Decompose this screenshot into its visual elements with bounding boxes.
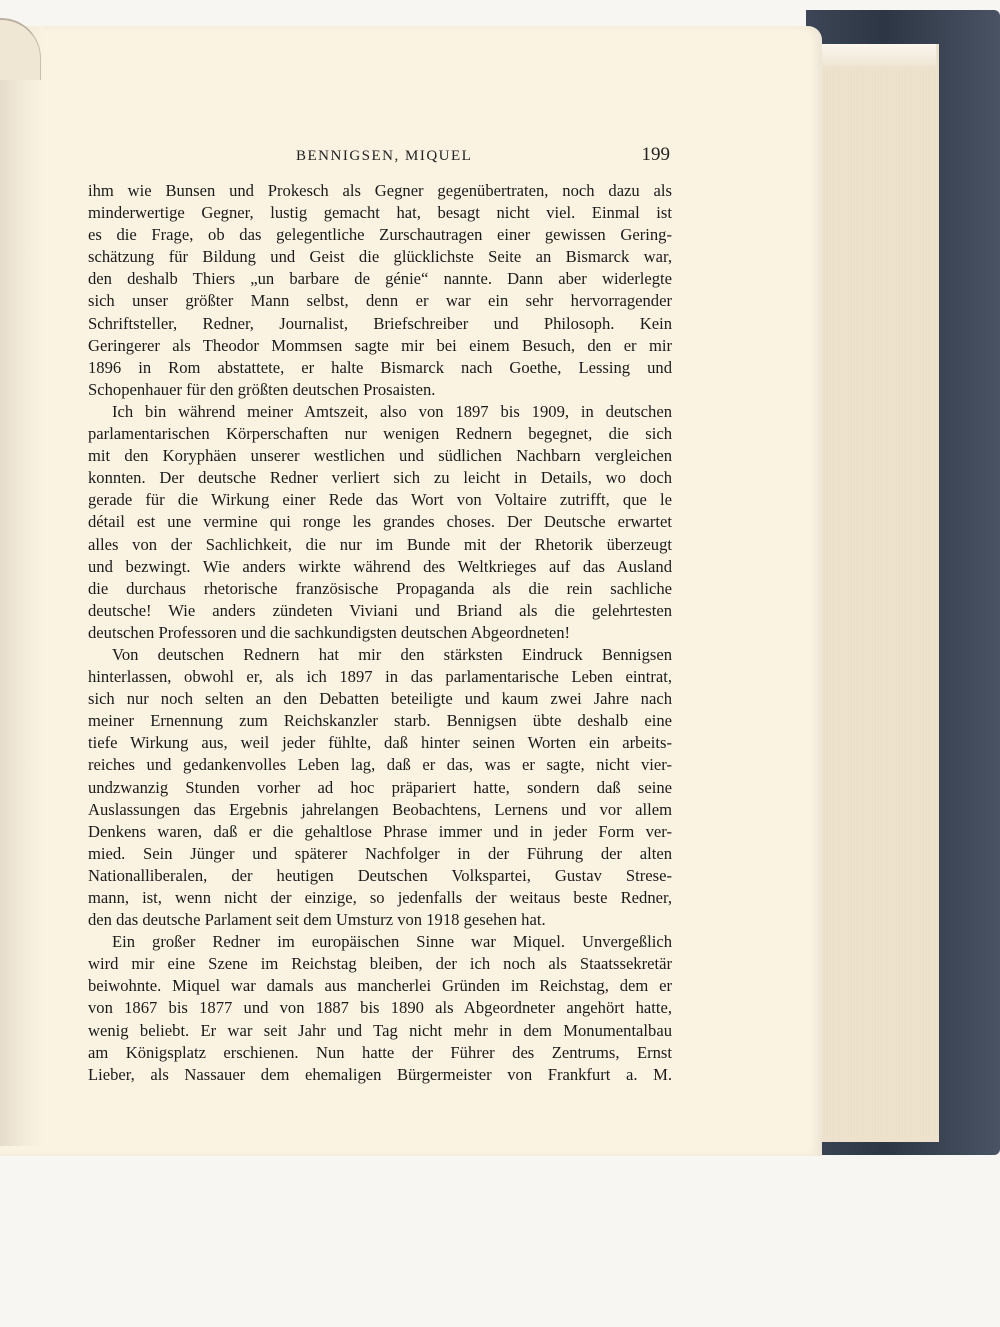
- text-line: 1896 in Rom abstattete, er halte Bismarck nach Goethe, Lessing und: [88, 357, 672, 377]
- text-line: mied. Sein Jünger und späterer Nachfolger in der Führung der alten: [88, 843, 672, 863]
- text-line: parlamentarischen Körperschaften nur wenigen Rednern begegnet, die sich: [88, 424, 672, 444]
- text-line: den deshalb Thiers „un barbare de génie“ nannte. Dann aber widerlegte: [88, 269, 672, 289]
- text-line: deutsche! Wie anders zündeten Viviani und Briand als die gelehrtesten: [88, 600, 672, 620]
- text-line: Lieber, als Nassauer dem ehemaligen Bürgermeister von Frankfurt a. M.: [88, 1064, 672, 1084]
- body-text: [88, 180, 672, 1086]
- text-line: wenig beliebt. Er war seit Jahr und Tag nicht mehr in dem Monumentalbau: [88, 1020, 672, 1040]
- page-edges-top: [808, 44, 936, 66]
- text-line: mann, ist, wenn nicht der einzige, so jedenfalls der weitaus beste Redner,: [88, 888, 672, 907]
- text-line: undzwanzig Stunden vorher ad hoc präpariert hatte, sondern daß seine: [88, 777, 672, 797]
- text-line: meiner Ernennung zum Reichskanzler starb. Bennigsen übte deshalb eine: [88, 711, 672, 731]
- text-line: ihm wie Bunsen und Prokesch als Gegner gegenübertraten, noch dazu als: [88, 181, 672, 200]
- text-line: sich nur noch selten an den Debatten beteiligte und kaum zwei Jahre nach: [88, 689, 672, 709]
- text-line: tiefe Wirkung aus, weil jeder fühlte, daß hinter seinen Worten ein arbeits-: [88, 733, 672, 753]
- running-header: [88, 146, 672, 172]
- text-line: Von deutschen Rednern hat mir den stärksten Eindruck Bennigsen: [112, 644, 672, 664]
- text-line: beiwohnte. Miquel war damals aus mancherlei Gründen im Reichstag, dem er: [88, 976, 672, 996]
- text-line: Ich bin während meiner Amtszeit, also von 1897 bis 1909, in deutschen: [112, 401, 672, 421]
- text-line: Auslassungen das Ergebnis jahrelangen Beobachtens, Lernens und vor allem: [88, 799, 672, 819]
- text-line: es die Frage, ob das gelegentliche Zurschautragen einer gewissen Gering-: [88, 225, 672, 245]
- text-line: Denkens waren, daß er die gehaltlose Phrase immer und in jeder Form ver-: [88, 821, 672, 841]
- text-line: schätzung für Bildung und Geist die glücklichste Seite an Bismarck war,: [88, 247, 672, 267]
- text-line: mit den Koryphäen unserer westlichen und südlichen Nachbarn vergleichen: [88, 446, 672, 466]
- text-line: alles von der Sachlichkeit, die nur im Bunde mit der Rhetorik überzeugt: [88, 534, 672, 554]
- text-line: Nationalliberalen, der heutigen Deutschen Volkspartei, Gustav Strese-: [88, 865, 672, 885]
- text-line: Geringerer als Theodor Mommsen sagte mir bei einem Besuch, den er mir: [88, 335, 672, 355]
- text-line: Schriftsteller, Redner, Journalist, Briefschreiber und Philosoph. Kein: [88, 313, 672, 333]
- text-line: reiches und gedankenvolles Leben lag, daß er das, was er sagte, nicht vier-: [88, 755, 672, 775]
- text-line: deutschen Professoren und die sachkundigsten deutschen Abgeordneten!: [88, 622, 571, 642]
- running-title: BENNIGSEN, MIQUEL: [296, 148, 473, 164]
- page-number: 199: [641, 144, 670, 165]
- page-edges: [808, 44, 939, 1142]
- text-line: und bezwingt. Wie anders wirkte während des Weltkrieges auf das Ausland: [88, 556, 672, 576]
- text-line: die durchaus rhetorische französische Propaganda als die rein sachliche: [88, 578, 672, 598]
- text-line: am Königsplatz erschienen. Nun hatte der Führer des Zentrums, Ernst: [88, 1042, 672, 1062]
- text-line: Ein großer Redner im europäischen Sinne war Miquel. Unvergeßlich: [112, 932, 672, 952]
- spine-shadow: [0, 26, 44, 1146]
- text-line: den das deutsche Parlament seit dem Umsturz von 1918 gesehen hat.: [88, 910, 546, 930]
- text-line: gerade für die Wirkung einer Rede das Wort von Voltaire zutrifft, que le: [88, 490, 672, 510]
- text-line: hinterlassen, obwohl er, als ich 1897 in das parlamentarische Leben eintrat,: [88, 667, 672, 687]
- text-line: minderwertige Gegner, lustig gemacht hat, besagt nicht viel. Einmal ist: [88, 203, 672, 223]
- text-line: Schopenhauer für den größten deutschen Prosaisten.: [88, 379, 436, 399]
- text-line: konnten. Der deutsche Redner verliert sich zu leicht in Details, wo doch: [88, 468, 672, 488]
- text-line: détail est une vermine qui ronge les grandes choses. Der Deutsche erwartet: [88, 512, 672, 532]
- text-line: sich unser größter Mann selbst, denn er war ein sehr hervorragender: [88, 291, 672, 311]
- text-line: wird mir eine Szene im Reichstag bleiben, der ich noch als Staatssekretär: [88, 954, 672, 974]
- text-line: von 1867 bis 1877 und von 1887 bis 1890 als Abgeordneter angehört hatte,: [88, 998, 672, 1018]
